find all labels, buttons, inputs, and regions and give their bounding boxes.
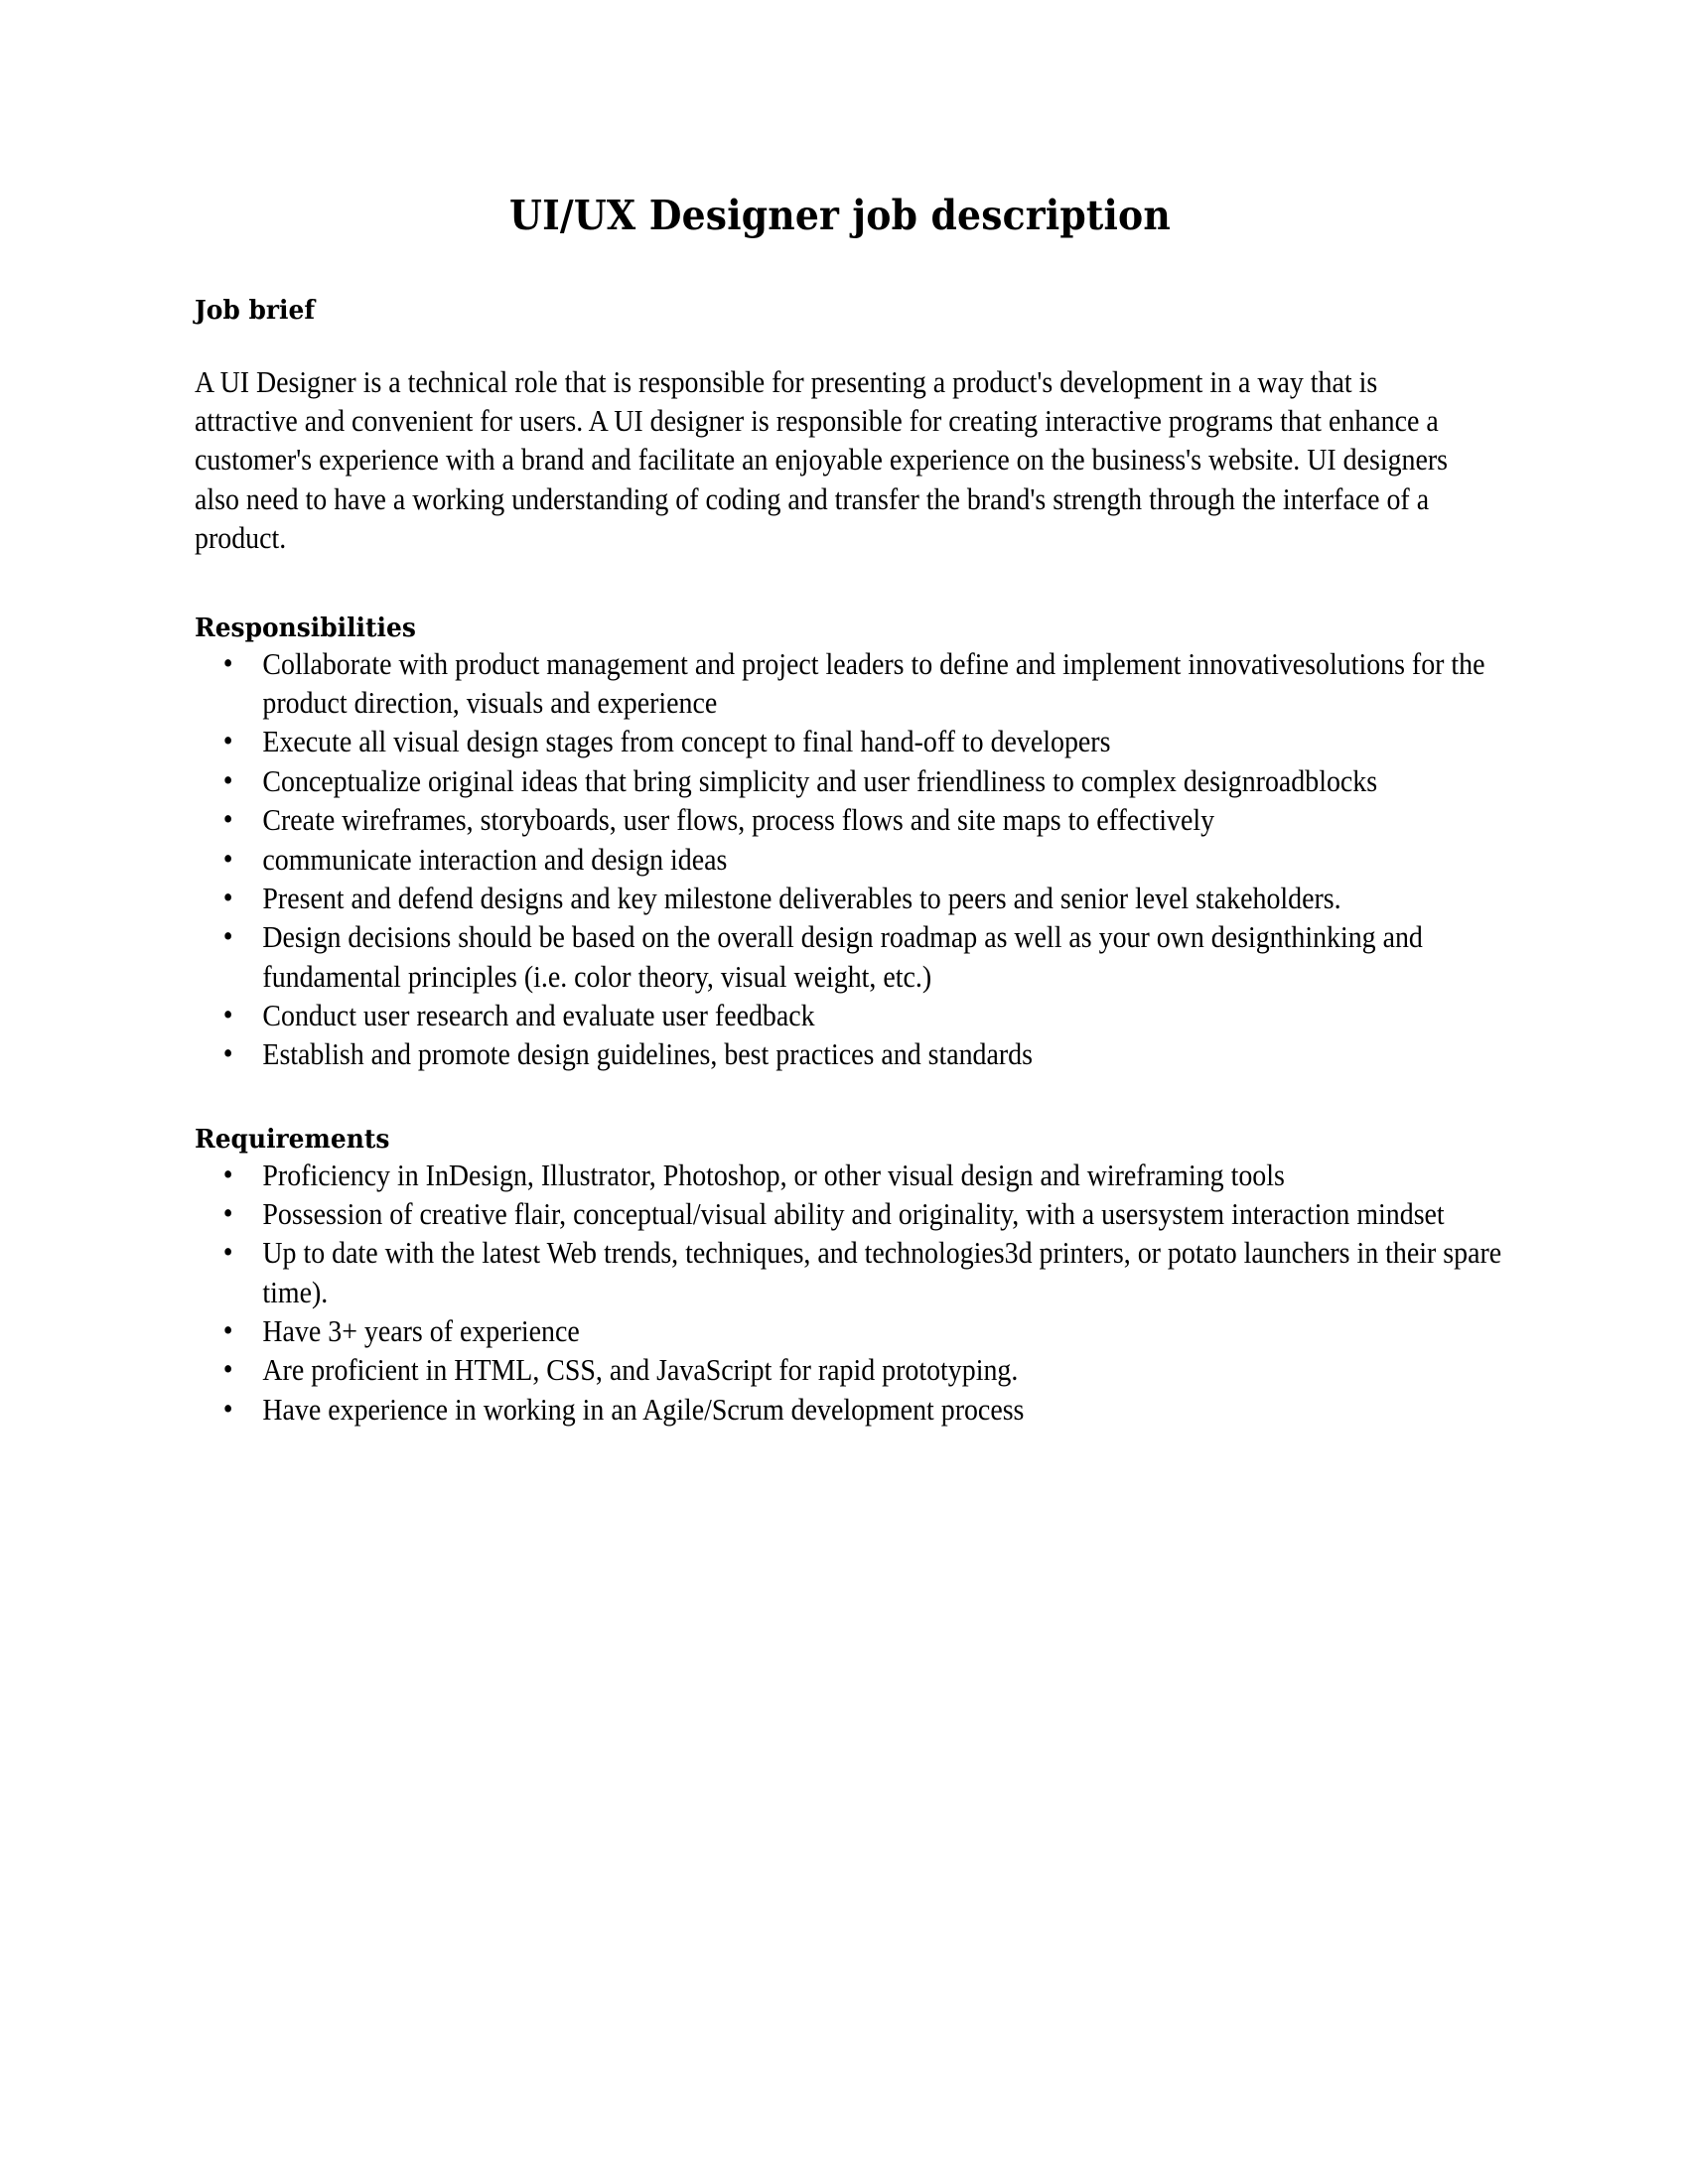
section-heading-requirements: Requirements	[195, 1123, 390, 1155]
list-item: • Have 3+ years of experience	[195, 1311, 1540, 1350]
list-item: • Proficiency in InDesign, Illustrator, Photoshop, or other visual design and wireframing tools	[195, 1156, 1540, 1194]
list-item: • Possession of creative flair, conceptual/visual ability and originality, with a usersystem interaction mindset	[195, 1194, 1540, 1233]
list-item: • Execute all visual design stages from concept to final hand-off to developers	[195, 722, 1540, 760]
list-item: • Conduct user research and evaluate user feedback	[195, 996, 1540, 1034]
page-title: UI/UX Designer job description	[508, 192, 1171, 239]
list-item: • Present and defend designs and key milestone deliverables to peers and senior level stakeholders.	[195, 879, 1540, 917]
list-item: • Design decisions should be based on the overall design roadmap as well as your own designthinking and fundamental principles (i.e. color theory, visual weight, etc.)	[195, 917, 1540, 996]
list-item: • Have experience in working in an Agile/Scrum development process	[195, 1390, 1540, 1429]
list-item: • Collaborate with product management and project leaders to define and implement innovativesolutions for the product direction, visuals and experience	[195, 644, 1540, 723]
section-heading-responsibilities: Responsibilities	[195, 612, 416, 643]
list-item: • Create wireframes, storyboards, user flows, process flows and site maps to effectively	[195, 800, 1540, 839]
requirements-list	[195, 1156, 1502, 1430]
list-item: • Establish and promote design guidelines, best practices and standards	[195, 1034, 1540, 1073]
job-brief-paragraph: A UI Designer is a technical role that is responsible for presenting a product's development in a way that is attractive and convenient for users. A UI designer is responsible for creating interactive programs that enhance a customer's experience with a brand and facilitate an enjoyable experience on the business's website. UI designers also need to have a working understanding of coding and transfer the brand's strength through the interface of a product.	[195, 363, 1449, 555]
responsibilities-list	[195, 644, 1485, 1074]
section-heading-job-brief: Job brief	[195, 295, 316, 327]
list-item: • Conceptualize original ideas that bring simplicity and user friendliness to complex designroadblocks	[195, 761, 1540, 800]
list-item: • Up to date with the latest Web trends, techniques, and technologies3d printers, or potato launchers in their spare time).	[195, 1233, 1540, 1311]
list-item: • Are proficient in HTML, CSS, and JavaScript for rapid prototyping.	[195, 1350, 1540, 1389]
document-content	[195, 0, 1502, 1429]
list-item: • communicate interaction and design ideas	[195, 840, 1540, 879]
